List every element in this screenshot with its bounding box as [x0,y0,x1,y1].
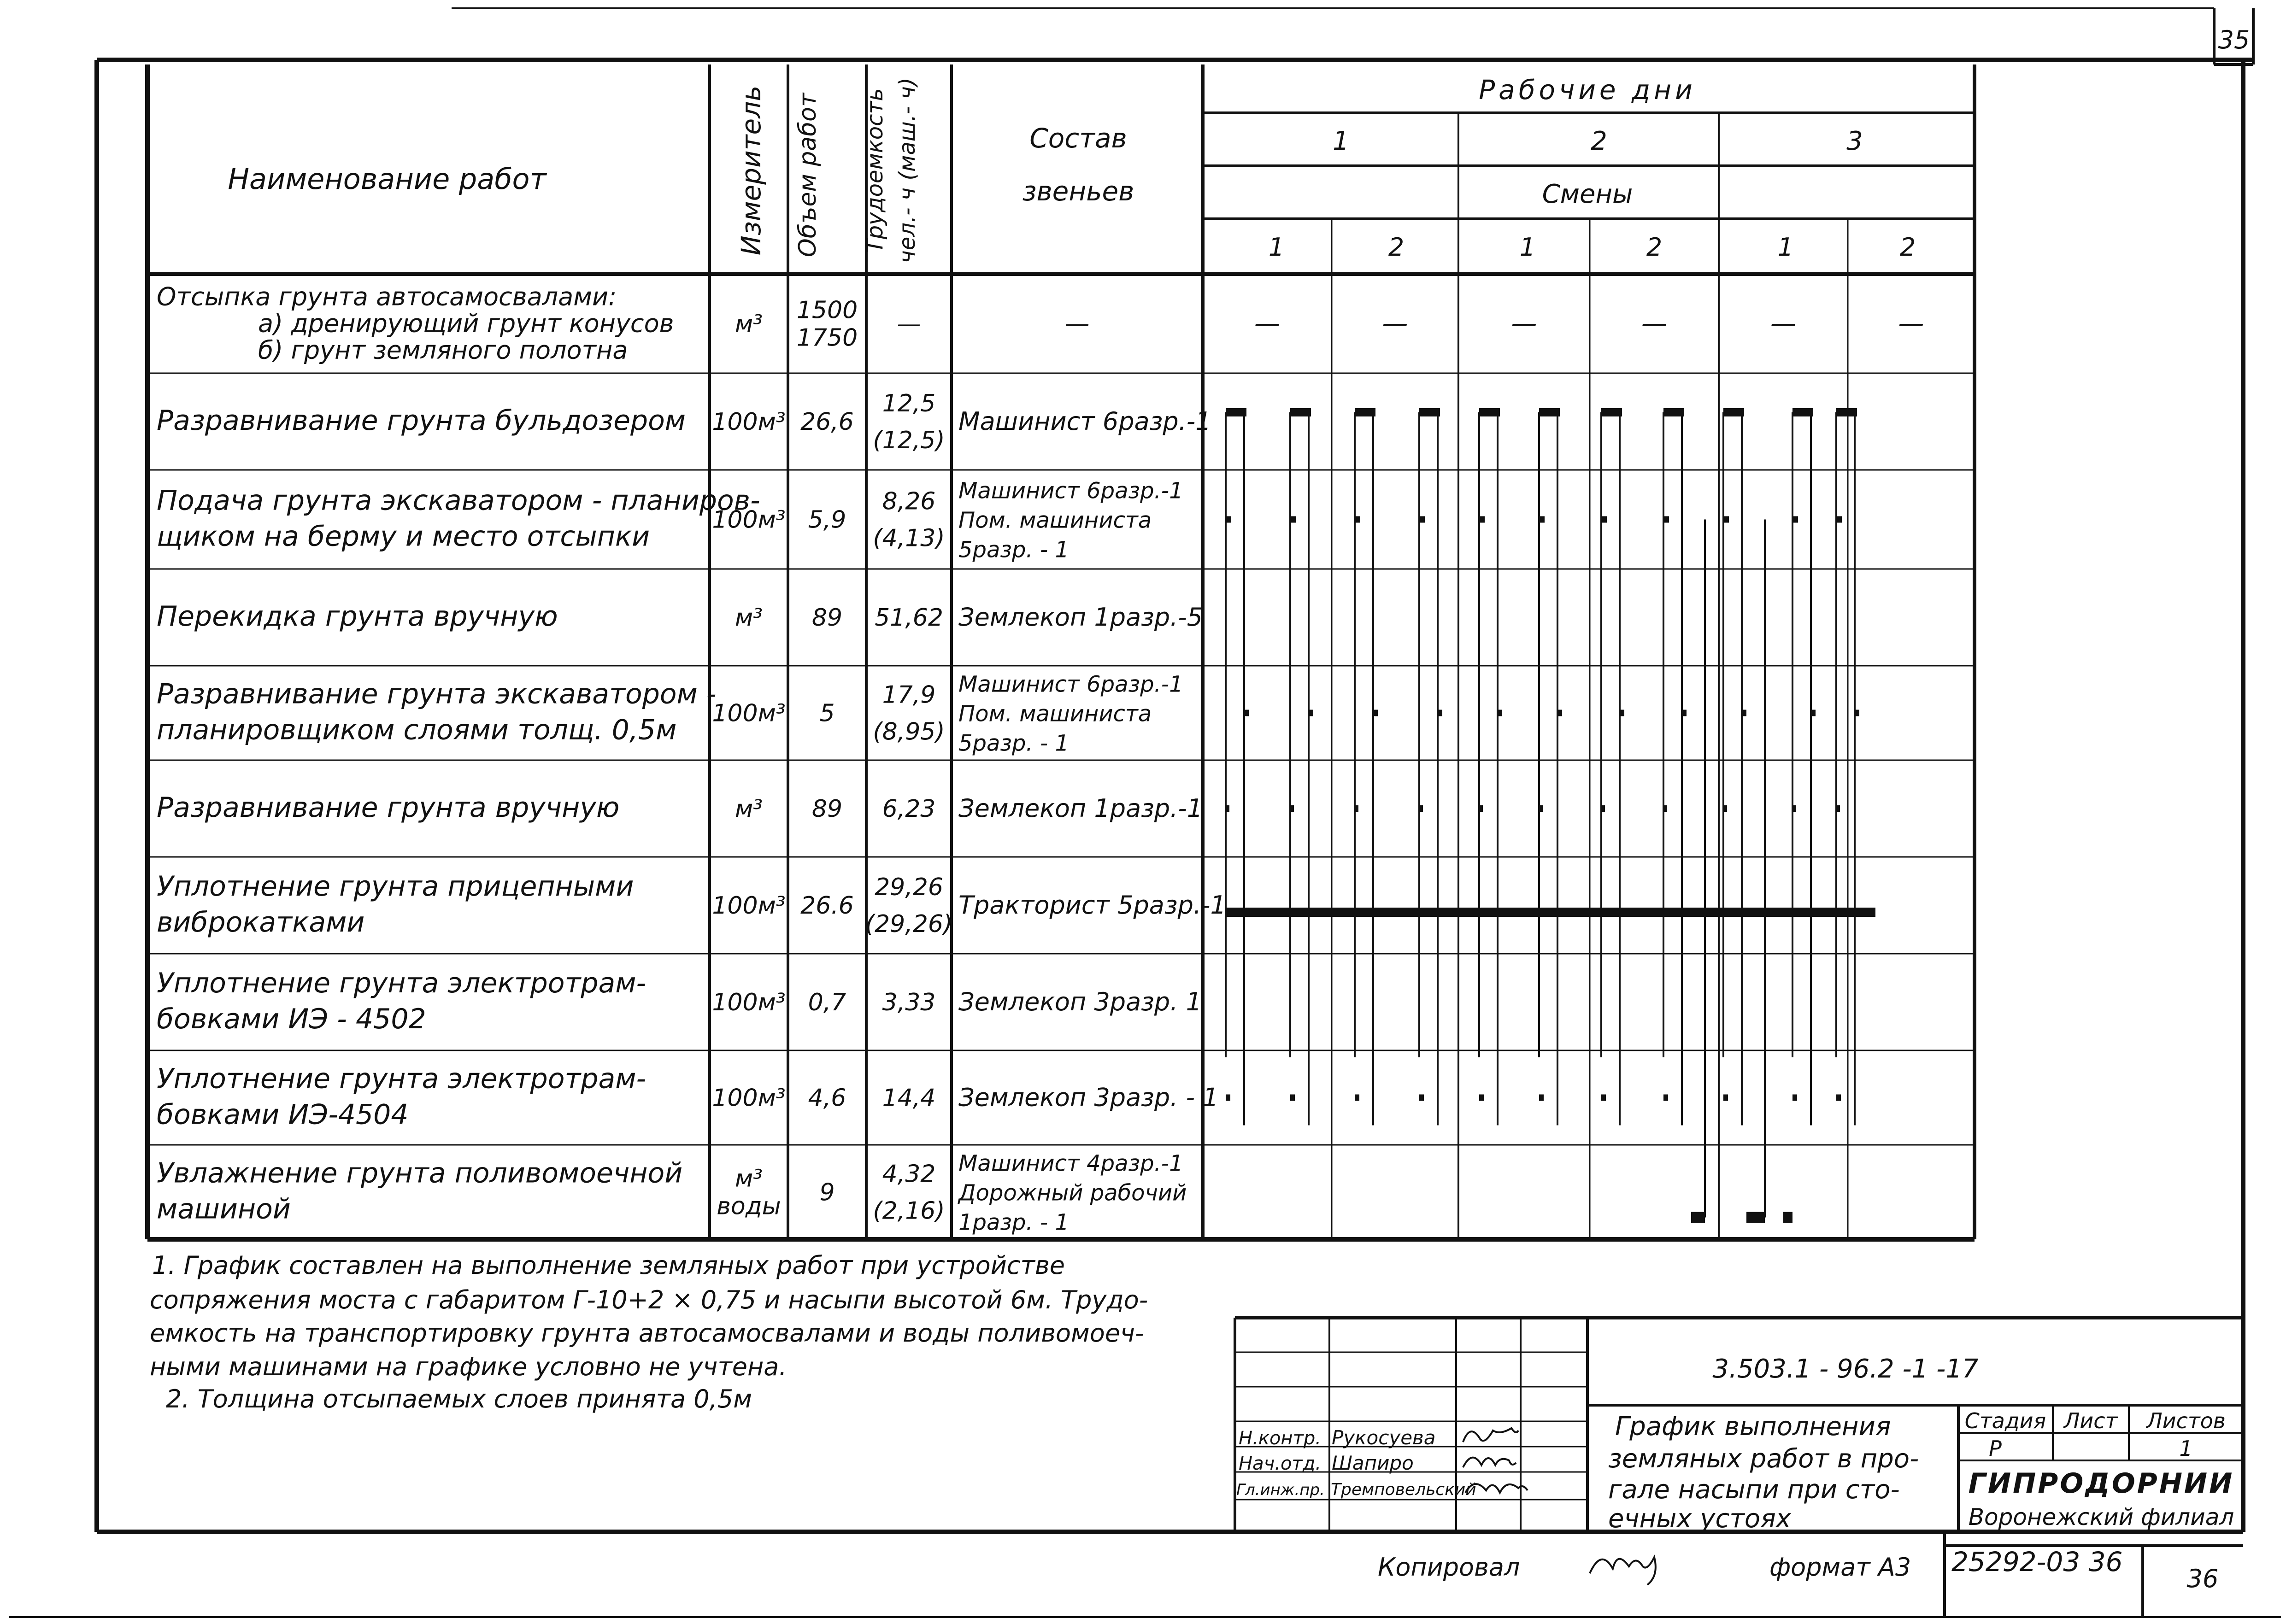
sheet-label: Лист [2063,1408,2118,1433]
work-name: Разравнивание грунта вручную [157,791,620,824]
labor-value: (4,13) [873,524,945,552]
labor-value: 3,33 [882,989,936,1016]
note-line: емкость на транспортировку грунта автосамосвалами и воды поливомоеч- [150,1319,1144,1348]
header-labor-line1: Трудоемкость [862,88,888,253]
title-line: График выполнения [1615,1412,1891,1442]
work-name: виброкатками [157,906,365,938]
labor-value: (2,16) [873,1197,945,1225]
signature-name: Рукосуева [1332,1426,1436,1449]
copied-label: Копировал [1378,1553,1520,1582]
notes [150,1251,1148,1413]
title-line: земляных работ в про- [1608,1444,1919,1474]
work-name: Подача грунта экскаватором - планиров- [157,484,760,517]
note-line: ными машинами на графике условно не учтена. [150,1352,787,1381]
volume-value: 0,7 [808,989,846,1016]
crew-composition: Машинист 6разр.-1 [958,478,1183,504]
labor-value: 4,32 [882,1160,936,1188]
crew-composition: 1разр. - 1 [958,1209,1070,1236]
sheets-label: Листов [2146,1408,2226,1433]
unit-value: 100м³ [712,506,786,534]
note-line: 2. Толщина отсыпаемых слоев принята 0,5м [166,1384,752,1413]
copier-signature-icon [1590,1557,1656,1585]
crew-composition: — [1064,309,1090,338]
unit-value: м³ [735,604,763,632]
shift-dash: — [1898,308,1924,339]
header-labor-line2: чел.- ч (маш.- ч) [894,77,920,264]
header-day-2: 2 [1591,126,1607,156]
header-volume-text: Объем работ [794,93,822,258]
volume-value: 26,6 [800,408,854,436]
volume-value: 4,6 [808,1084,846,1112]
header-crew-line2: звеньев [1022,176,1134,207]
signature-name: Шапиро [1332,1452,1414,1474]
stage-label: Стадия [1964,1408,2046,1433]
unit-value: 100м³ [712,892,786,920]
work-name: а) дренирующий грунт конусов [258,309,674,338]
labor-value: 8,26 [882,487,936,516]
crew-composition: Землекоп 1разр.-5 [958,603,1203,632]
shift-dash: — [1382,308,1408,339]
header-shift-1: 1 [1268,233,1285,262]
unit-value: воды [717,1192,781,1220]
table-header [228,74,1916,264]
header-volume [794,92,822,257]
crew-composition: 5разр. - 1 [958,537,1070,563]
crew-composition: Землекоп 3разр. - 1 [958,1083,1219,1112]
note-line: сопряжения моста с габаритом Г-10+2 × 0,75 и насыпи высотой 6м. Трудо- [150,1285,1148,1314]
header-working-days: Рабочие дни [1479,74,1696,106]
stage-value: Р [1989,1436,2002,1461]
volume-value: 1750 [796,324,858,352]
work-name: Перекидка грунта вручную [157,600,558,633]
work-name: бовками ИЭ - 4502 [157,1003,426,1035]
crew-composition: Машинист 4разр.-1 [958,1150,1183,1177]
volume-value: 5,9 [808,506,846,534]
unit-value: 100м³ [712,1084,786,1112]
note-line: 1. График составлен на выполнение земляных работ при устройстве [152,1251,1065,1280]
unit-value: м³ [735,310,763,338]
header-shifts-label: Смены [1542,179,1633,209]
work-name: планировщиком слоями толщ. 0,5м [157,714,677,746]
work-name: машиной [157,1193,291,1225]
header-shift-4: 2 [1646,233,1663,262]
shift-dash: — [1511,308,1537,339]
crew-composition: Землекоп 3разр. 1 [958,987,1202,1016]
volume-value: 1500 [796,296,858,324]
unit-value: 100м³ [712,408,786,436]
signature-role: Гл.инж.пр. [1236,1481,1325,1499]
labor-value: (8,95) [873,718,945,746]
branch-name: Воронежский филиал [1968,1504,2234,1530]
volume-value: 9 [819,1178,835,1207]
header-day-3: 3 [1846,126,1863,156]
labor-value: 12,5 [882,390,936,417]
format-label: формат А3 [1769,1553,1911,1582]
header-shift-5: 1 [1777,233,1794,262]
labor-value: (12,5) [873,427,945,454]
work-name: Увлажнение грунта поливомоечной [157,1157,683,1190]
inventory-number: 25292-03 36 [1951,1546,2123,1577]
unit-value: м³ [735,1165,763,1193]
table-rows [157,282,1924,1236]
volume-value: 89 [811,795,843,823]
work-name: Уплотнение грунта прицепными [157,870,634,903]
header-day-1: 1 [1333,126,1349,156]
header-crew-line1: Состав [1029,123,1127,154]
work-name: Уплотнение грунта электротрам- [157,967,646,999]
header-unit: Измеритель [735,85,767,256]
labor-value: — [897,310,921,338]
work-name: б) грунт земляного полотна [258,335,628,365]
labor-value: 17,9 [882,681,936,709]
document-code: 3.503.1 - 96.2 -1 -17 [1712,1354,1979,1384]
work-name: бовками ИЭ-4504 [157,1098,409,1131]
footer [1378,1532,2243,1617]
labor-value: 6,23 [882,795,936,823]
signature-role: Н.контр. [1239,1428,1321,1449]
labor-value: 14,4 [882,1084,936,1112]
gantt-bars [1226,412,1875,1218]
sheets-value: 1 [2179,1436,2193,1461]
header-shift-3: 1 [1519,233,1536,262]
page-number-top: 35 [2218,25,2250,54]
labor-value: (29,26) [865,910,953,938]
signature-name: Тремповельский [1331,1480,1476,1499]
labor-value: 51,62 [875,604,943,632]
crew-composition: Землекоп 1разр.-1 [958,794,1203,823]
volume-value: 26.6 [800,892,854,920]
unit-value: м³ [735,795,763,823]
shift-dash: — [1770,308,1796,339]
shift-dash: — [1254,308,1280,339]
header-shift-6: 2 [1899,233,1916,262]
volume-value: 89 [811,604,843,632]
work-name: Разравнивание грунта экскаватором - [157,678,717,710]
header-shift-2: 2 [1388,233,1405,262]
page-number-bottom: 36 [2186,1564,2219,1593]
crew-composition: Пом. машиниста [958,507,1152,534]
work-name: Уплотнение грунта электротрам- [157,1062,646,1095]
crew-composition: Тракторист 5разр.-1 [958,891,1226,920]
signature-role: Нач.отд. [1239,1453,1322,1474]
shift-dash: — [1641,308,1667,339]
work-name: Разравнивание грунта бульдозером [157,405,686,437]
crew-composition: Пом. машиниста [958,701,1152,727]
crew-composition: 5разр. - 1 [958,730,1070,756]
organization-name: ГИПРОДОРНИИ [1968,1467,2234,1500]
crew-composition: Дорожный рабочий [958,1180,1187,1206]
unit-value: 100м³ [712,989,786,1016]
title-line: ечных устоях [1608,1504,1791,1534]
header-name-of-works: Наименование работ [228,162,547,196]
volume-value: 5 [819,699,835,727]
work-name: щиком на берму и место отсыпки [157,520,650,553]
work-name: Отсыпка грунта автосамосвалами: [157,282,617,311]
crew-composition: Машинист 6разр.-1 [958,407,1211,436]
title-line: гале насыпи при сто- [1608,1475,1900,1505]
unit-value: 100м³ [712,699,786,727]
crew-composition: Машинист 6разр.-1 [958,671,1183,698]
title-block [1235,1318,2243,1534]
labor-value: 29,26 [875,874,943,901]
